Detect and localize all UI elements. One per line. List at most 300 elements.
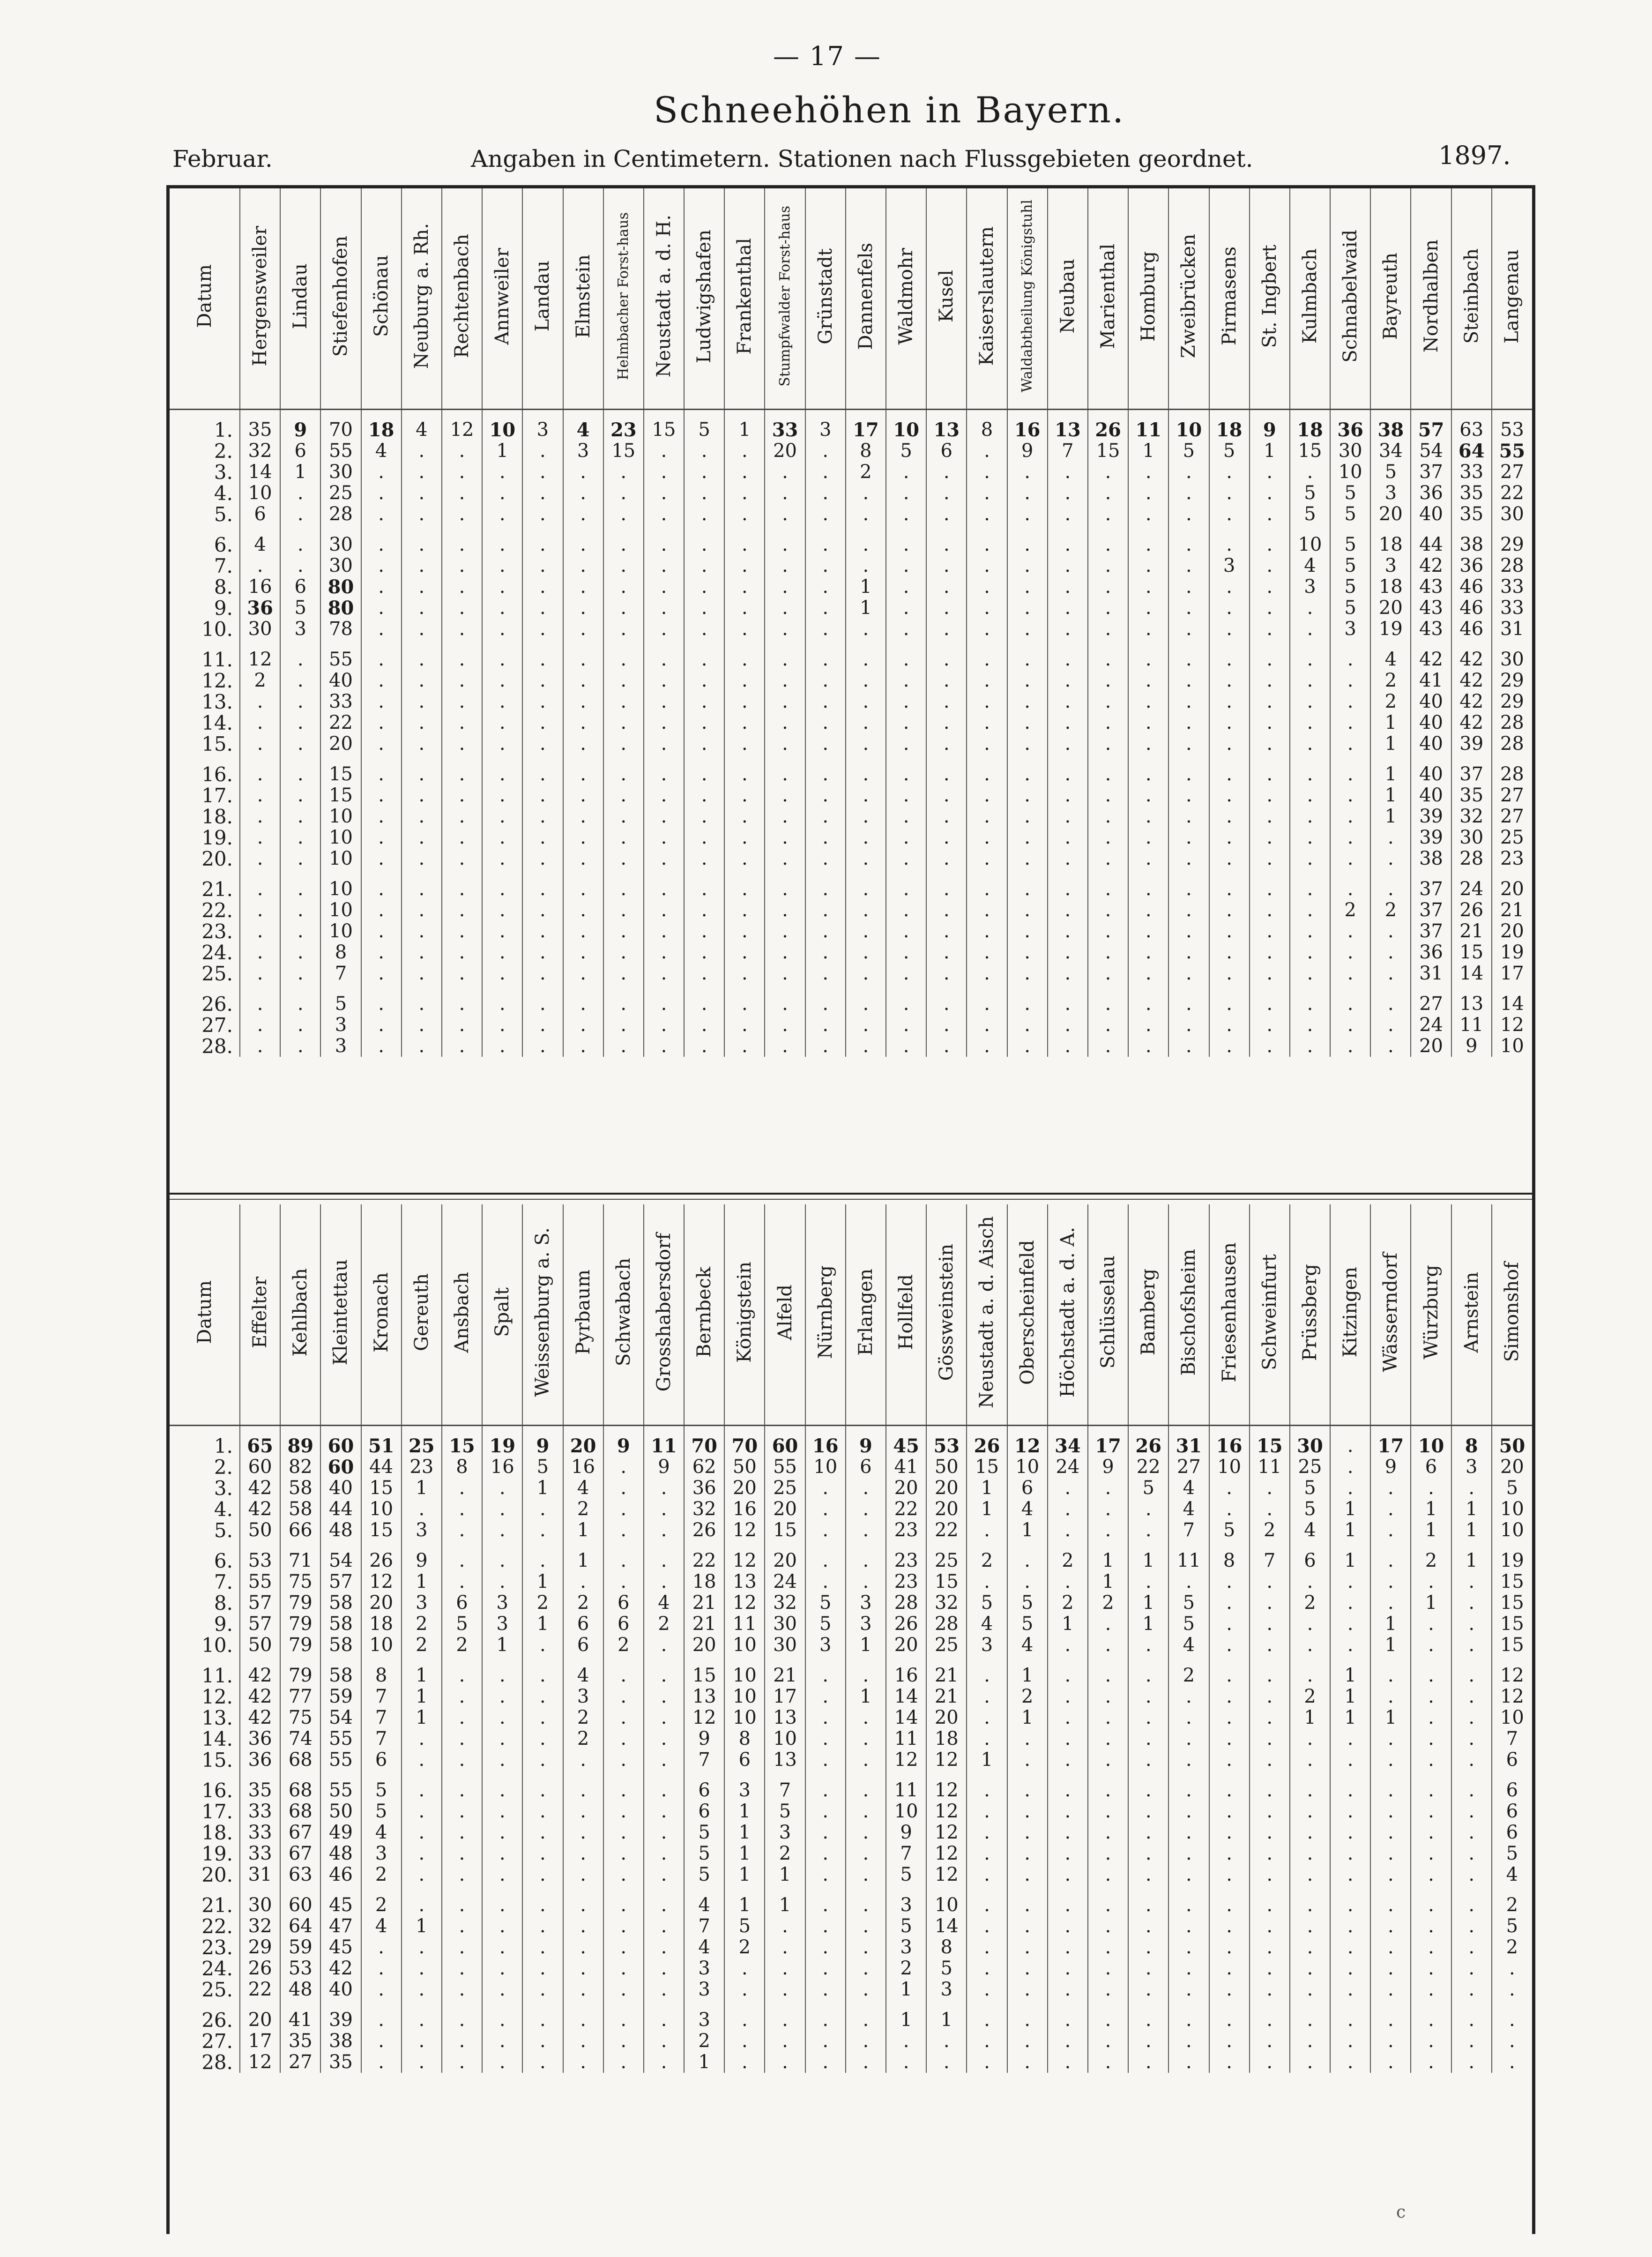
snow-depth-cell: . [1250,483,1290,504]
snow-depth-cell: . [886,827,926,848]
snow-depth-cell: . [1209,1686,1250,1707]
snow-depth-cell: . [644,942,684,963]
snow-depth-cell: 16 [1209,1435,1250,1457]
snow-depth-cell: 55 [320,649,361,670]
snow-depth-cell: . [846,2052,886,2073]
snow-depth-cell: . [522,942,563,963]
snow-depth-cell: . [442,576,482,598]
snow-depth-cell: 14 [240,462,280,483]
snow-depth-cell: . [240,900,280,921]
snow-depth-cell: . [1048,1979,1088,2000]
snow-depth-cell: . [1451,1749,1492,1771]
station-name: Neuburg a. Rh. [410,223,432,369]
snow-depth-cell: . [644,1550,684,1571]
snow-depth-cell: 3 [805,1635,846,1656]
snow-depth-cell: 29 [1492,691,1532,712]
gap-cell [361,640,402,649]
snow-depth-cell: . [1048,670,1088,691]
snow-depth-cell: . [846,1550,886,1571]
snow-depth-cell: . [1411,1822,1451,1843]
snow-depth-cell: . [1088,1979,1128,2000]
snow-depth-cell: . [1330,1015,1370,1036]
snow-depth-cell: . [684,764,724,785]
snow-depth-cell: . [402,1979,442,2000]
snow-depth-cell: . [644,576,684,598]
snow-depth-cell: . [240,848,280,869]
gap-cell [1128,2000,1168,2010]
snow-depth-cell: 16 [886,1665,926,1686]
snow-depth-cell: 26 [886,1614,926,1635]
snow-depth-cell: 19 [482,1435,522,1457]
snow-depth-cell: 6 [1492,1780,1532,1801]
date-cell: 18. [201,1822,233,1843]
snow-depth-cell: 28 [320,504,361,525]
gap-cell [1209,869,1250,879]
snow-depth-cell: 35 [1451,785,1492,806]
spacer-cell [1209,410,1250,420]
snow-depth-cell: . [361,1958,402,1979]
table-row [170,942,1532,963]
snow-depth-cell: . [1451,1728,1492,1749]
snow-depth-cell: 5 [1330,555,1370,576]
snow-depth-cell: . [1370,1520,1411,1541]
snow-depth-cell: . [522,1550,563,1571]
snow-depth-cell: . [563,2052,603,2073]
snow-depth-cell: . [442,1499,482,1520]
snow-depth-cell: . [1128,2010,1168,2031]
snow-depth-cell: . [1492,1979,1532,2000]
snow-depth-cell: 7 [361,1707,402,1728]
snow-depth-cell: . [1168,576,1209,598]
station-header [320,188,361,410]
snow-depth-cell: . [1128,785,1168,806]
gap-cell [1290,525,1330,534]
snow-depth-cell: 5 [684,419,724,441]
snow-depth-cell: 4 [563,419,603,441]
snow-depth-cell: . [1048,2052,1088,2073]
snow-depth-cell: . [442,848,482,869]
snow-depth-cell: . [280,942,320,963]
snow-depth-cell: . [1007,555,1048,576]
snow-depth-cell: . [563,712,603,733]
snow-depth-cell: . [402,900,442,921]
snow-depth-cell: 4 [1492,1864,1532,1885]
spacer-cell [1411,1426,1451,1436]
snow-depth-cell: . [765,462,805,483]
snow-depth-cell: . [1007,733,1048,755]
snow-depth-cell: . [402,1499,442,1520]
spacer-cell [1168,1426,1209,1436]
snow-depth-cell: 59 [280,1937,320,1958]
snow-depth-cell: . [563,619,603,640]
spacer-cell [1209,1426,1250,1436]
gap-cell [1411,984,1451,994]
spacer-cell [846,410,886,420]
snow-depth-cell: . [1209,670,1250,691]
snow-depth-cell: . [1411,1665,1451,1686]
snow-depth-cell: . [684,900,724,921]
snow-depth-cell: . [724,963,765,984]
snow-depth-cell: 3 [320,1036,361,1057]
snow-depth-cell: . [563,827,603,848]
snow-depth-cell: 55 [320,1728,361,1749]
snow-depth-cell: . [482,785,522,806]
station-name: Schnabelwaid [1339,230,1362,363]
snow-depth-cell: 10 [926,1895,967,1916]
snow-depth-cell: . [846,1916,886,1937]
station-name: Prüssberg [1299,1263,1321,1361]
gap-cell [1330,984,1370,994]
gap-cell [724,525,765,534]
gap-cell [1168,984,1209,994]
snow-depth-cell: . [280,994,320,1015]
snow-depth-cell: 1 [1088,1550,1128,1571]
snow-depth-cell: . [361,942,402,963]
spacer-cell [724,1426,765,1436]
snow-depth-cell: 10 [886,1801,926,1822]
snow-depth-cell: . [402,555,442,576]
snow-depth-cell: . [1168,555,1209,576]
snow-depth-cell: . [1250,1801,1290,1822]
gap-cell [1128,640,1168,649]
snow-depth-cell: 6 [1411,1457,1451,1478]
snow-depth-cell: . [1168,1822,1209,1843]
snow-depth-cell: . [1290,1937,1330,1958]
gap-cell [240,755,280,764]
snow-depth-cell: . [1128,619,1168,640]
snow-depth-cell: . [1128,1571,1168,1592]
snow-depth-cell: . [522,670,563,691]
station-name: Rechtenbach [451,234,473,359]
spacer-cell [805,410,846,420]
snow-depth-cell: . [644,1916,684,1937]
gap-cell [1048,1656,1088,1665]
snow-depth-cell: . [805,1958,846,1979]
snow-depth-cell: . [805,1036,846,1057]
snow-depth-cell: . [1290,879,1330,900]
gap-cell [1088,525,1128,534]
snow-depth-cell: . [1370,1015,1411,1036]
snow-depth-cell: . [1088,879,1128,900]
snow-depth-cell: . [805,1665,846,1686]
snow-depth-cell: . [926,462,967,483]
gap-cell [1168,1771,1209,1780]
snow-depth-cell: . [361,649,402,670]
snow-depth-cell: . [1209,649,1250,670]
snow-depth-cell: . [563,1864,603,1885]
snow-depth-cell: . [1088,785,1128,806]
snow-depth-cell: 3 [1370,483,1411,504]
snow-depth-cell: . [967,879,1007,900]
snow-depth-cell: 5 [1330,534,1370,555]
gap-cell [805,640,846,649]
snow-depth-cell: 2 [1048,1550,1088,1571]
snow-depth-cell: . [926,534,967,555]
snow-depth-cell: . [1088,963,1128,984]
snow-depth-cell: . [1168,1780,1209,1801]
snow-depth-cell: . [644,670,684,691]
snow-depth-cell: . [886,879,926,900]
snow-depth-cell: . [846,691,886,712]
snow-depth-cell: . [1168,1686,1209,1707]
snow-depth-cell: . [967,1728,1007,1749]
gap-cell [1168,869,1209,879]
snow-depth-cell: . [1048,942,1088,963]
snow-depth-cell: 55 [765,1457,805,1478]
snow-depth-cell: . [926,483,967,504]
snow-depth-cell: . [1088,1635,1128,1656]
snow-depth-cell: . [886,691,926,712]
snow-depth-cell: 26 [1451,900,1492,921]
table-row [170,1895,1532,1916]
station-header [644,188,684,410]
snow-depth-cell: . [603,1520,644,1541]
snow-depth-cell: . [522,1707,563,1728]
gap-cell [482,1656,522,1665]
snow-depth-cell: . [805,504,846,525]
snow-depth-cell: . [1088,1958,1128,1979]
gap-cell [1250,1656,1290,1665]
snow-depth-cell: 10 [724,1635,765,1656]
gap-cell [644,2000,684,2010]
snow-depth-cell: 12 [926,1864,967,1885]
snow-depth-cell: . [967,670,1007,691]
snow-depth-cell: 13 [684,1686,724,1707]
snow-depth-cell: . [1209,848,1250,869]
snow-depth-cell: 58 [280,1478,320,1499]
station-header [1250,188,1290,410]
date-cell: 22. [201,1916,233,1937]
snow-depth-cell: . [1330,827,1370,848]
snow-depth-cell: . [1048,879,1088,900]
snow-depth-cell: . [1370,879,1411,900]
snow-depth-cell: . [886,806,926,827]
snow-depth-cell: . [603,1979,644,2000]
gap-cell [1290,1656,1330,1665]
snow-depth-cell: 10 [320,848,361,869]
snow-depth-cell: . [724,733,765,755]
date-cell: 2. [214,1457,233,1478]
snow-depth-cell: 2 [1370,900,1411,921]
snow-depth-cell: 60 [240,1457,280,1478]
gap-cell [603,640,644,649]
snow-depth-cell: . [1209,1822,1250,1843]
snow-depth-cell: . [482,963,522,984]
station-header [280,188,320,410]
snow-depth-cell: . [442,921,482,942]
snow-depth-cell: . [967,1916,1007,1937]
snow-depth-cell: . [1411,1801,1451,1822]
table-row [170,1457,1532,1478]
date-cell: 9. [214,598,233,619]
snow-depth-cell: 36 [1330,419,1370,441]
snow-depth-cell: . [522,1843,563,1864]
station-header [1411,188,1451,410]
station-name: Grosshabersdorf [653,1233,675,1392]
snow-depth-cell: 28 [926,1614,967,1635]
snow-depth-cell: . [967,764,1007,785]
snow-depth-cell: . [1168,691,1209,712]
gap-cell [1088,1656,1128,1665]
snow-depth-cell: . [361,900,402,921]
snow-depth-cell: . [724,462,765,483]
snow-depth-cell: . [1048,1822,1088,1843]
gap-cell [1250,1885,1290,1895]
snow-depth-cell: . [1128,2031,1168,2052]
snow-depth-cell: . [1250,1864,1290,1885]
snow-depth-cell: . [442,1478,482,1499]
snow-depth-cell: . [644,1478,684,1499]
snow-depth-cell: 33 [240,1843,280,1864]
gap-cell [442,1885,482,1895]
snow-depth-cell: . [684,619,724,640]
snow-depth-cell: 60 [320,1435,361,1457]
snow-depth-cell: . [846,921,886,942]
gap-cell [1451,1656,1492,1665]
snow-depth-cell: . [1128,1036,1168,1057]
snow-depth-cell: 10 [1168,419,1209,441]
snow-depth-cell: . [886,2052,926,2073]
snow-depth-cell: . [1330,848,1370,869]
gap-cell [563,1656,603,1665]
gap-cell [724,755,765,764]
snow-depth-cell: . [361,785,402,806]
snow-depth-cell: . [522,921,563,942]
snow-depth-cell: . [1451,1686,1492,1707]
snow-depth-cell: . [1209,1979,1250,2000]
snow-depth-cell: . [482,1749,522,1771]
snow-depth-cell: . [1250,963,1290,984]
snow-depth-cell: . [402,1822,442,1843]
gap-cell [1250,2000,1290,2010]
snow-depth-cell: 5 [1168,1592,1209,1614]
snow-depth-cell: . [522,1958,563,1979]
gap-cell [482,525,522,534]
snow-depth-cell: . [280,806,320,827]
snow-depth-cell: . [1250,942,1290,963]
station-name: Bamberg [1138,1269,1160,1356]
snow-depth-cell: 15 [1492,1614,1532,1635]
snow-depth-cell: . [1209,1916,1250,1937]
snow-depth-cell: . [522,764,563,785]
snow-depth-cell: 12 [926,1749,967,1771]
gap-cell [1330,2000,1370,2010]
snow-depth-cell: . [442,1036,482,1057]
snow-depth-cell: . [402,921,442,942]
snow-depth-cell: 14 [1451,963,1492,984]
station-name: Bayreuth [1380,252,1402,340]
snow-depth-cell: 60 [320,1457,361,1478]
snow-depth-cell: 36 [1411,942,1451,963]
snow-depth-cell: 8 [926,1937,967,1958]
snow-depth-cell: . [1290,1958,1330,1979]
snow-depth-cell: 4 [1168,1635,1209,1656]
snow-depth-cell: 3 [482,1614,522,1635]
snow-depth-cell: . [1330,1749,1370,1771]
snow-depth-cell: 11 [886,1728,926,1749]
date-cell: 6. [214,1550,233,1571]
snow-depth-cell: 2 [765,1843,805,1864]
table-row [170,1843,1532,1864]
snow-depth-cell: . [402,1015,442,1036]
snow-depth-cell: . [644,1780,684,1801]
snow-depth-cell: 30 [320,555,361,576]
snow-depth-cell: . [765,1979,805,2000]
snow-depth-cell: . [967,1895,1007,1916]
snow-depth-cell: . [967,1958,1007,1979]
snow-depth-cell: . [1007,504,1048,525]
snow-depth-cell: 48 [320,1520,361,1541]
snow-depth-cell: . [805,900,846,921]
gap-cell [563,869,603,879]
snow-depth-cell: . [563,1937,603,1958]
snow-depth-cell: . [361,1036,402,1057]
snow-depth-cell: 32 [240,441,280,462]
snow-depth-cell: . [765,576,805,598]
gap-cell [402,869,442,879]
station-header [1128,1204,1168,1426]
gap-cell [1088,1885,1128,1895]
snow-depth-cell: . [1088,504,1128,525]
snow-depth-cell: 57 [240,1614,280,1635]
table-row [170,1780,1532,1801]
snow-depth-cell: . [644,598,684,619]
snow-depth-cell: . [765,504,805,525]
snow-depth-cell: 31 [1168,1435,1209,1457]
snow-depth-cell: 15 [1290,441,1330,462]
table-row [170,1478,1532,1499]
snow-depth-cell: . [1330,764,1370,785]
snow-depth-cell: . [1330,1843,1370,1864]
snow-depth-cell: 29 [1492,670,1532,691]
snow-depth-cell: . [1048,1937,1088,1958]
snow-depth-cell: . [1492,2031,1532,2052]
snow-depth-cell: . [1128,1520,1168,1541]
snow-depth-cell: . [1168,1979,1209,2000]
snow-depth-cell: . [1128,921,1168,942]
snow-depth-cell: . [563,1916,603,1937]
snow-depth-cell: 50 [926,1457,967,1478]
snow-depth-cell: . [1088,598,1128,619]
snow-depth-cell: 4 [361,1822,402,1843]
station-name: Nürnberg [814,1265,836,1359]
station-header [482,188,522,410]
gap-cell [805,1656,846,1665]
snow-depth-cell: . [1250,1728,1290,1749]
snow-depth-cell: 35 [240,419,280,441]
snow-depth-cell: . [280,921,320,942]
date-cell: 27. [201,1015,233,1036]
spacer-cell [926,410,967,420]
table-row [170,848,1532,869]
snow-depth-cell: . [684,462,724,483]
gap-cell [1451,525,1492,534]
snow-depth-cell: . [482,555,522,576]
snow-depth-cell: . [240,994,280,1015]
gap-cell [926,984,967,994]
station-header [1048,188,1088,410]
snow-depth-cell: . [846,555,886,576]
snow-depth-cell: 38 [1370,419,1411,441]
snow-depth-cell: . [1330,2010,1370,2031]
snow-depth-cell: . [644,2031,684,2052]
snow-depth-cell: 32 [765,1592,805,1614]
spacer-cell [1168,410,1209,420]
snow-depth-cell: . [684,441,724,462]
snow-depth-cell: . [765,921,805,942]
gap-cell [644,1771,684,1780]
snow-depth-cell: 22 [1128,1457,1168,1478]
